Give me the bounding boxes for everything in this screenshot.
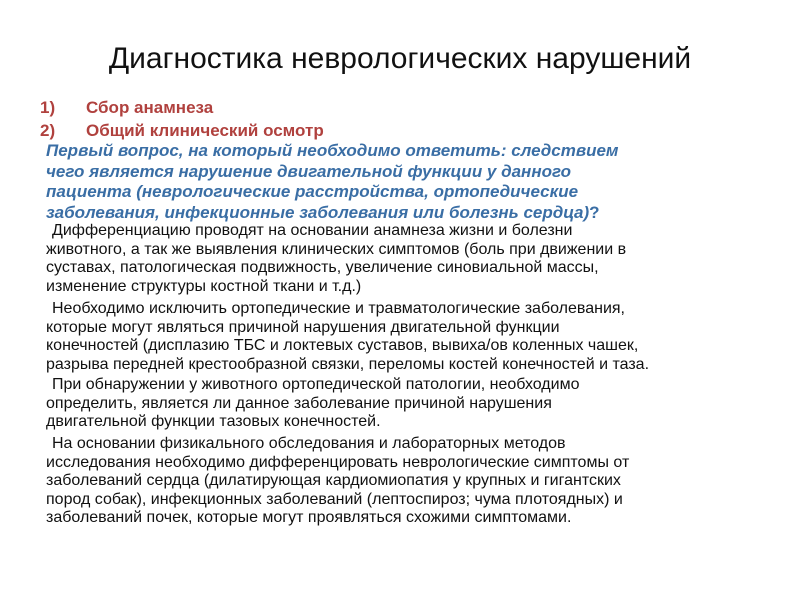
paragraph-line: двигательной функции тазовых конечностей. — [46, 413, 381, 431]
paragraph-line: При обнаружении у животного ортопедической патологии, необходимо — [52, 376, 580, 393]
paragraph-line: заболеваний сердца (дилатирующая кардиомиопатия у крупных и гигантских — [46, 472, 621, 490]
paragraph-line: На основании физикального обследования и лабораторных методов — [52, 435, 566, 452]
question-line: заболевания, инфекционные заболевания или болезнь сердца) — [46, 202, 590, 222]
paragraph-line: разрыва передней крестообразной связки, переломы костей конечностей и таза. — [46, 355, 650, 373]
question-line: Первый вопрос, на который необходимо ответить: следствием — [46, 141, 619, 160]
list-item — [40, 96, 324, 119]
paragraph-line: изменение структуры костной ткани и т.д.) — [46, 277, 362, 295]
paragraph-differentiation — [46, 222, 746, 296]
steps-list — [40, 96, 324, 142]
paragraph-line: Необходимо исключить ортопедические и травматологические заболевания, — [52, 300, 625, 317]
question-line: пациента (неврологические расстройства, ортопедические — [46, 182, 579, 202]
paragraph-orthopedic-exclusion — [46, 300, 746, 374]
paragraph-line: исследования необходимо дифференцировать неврологические симптомы от — [46, 453, 630, 471]
paragraph-line: животного, а так же выявления клинических симптомов (боль при движении в — [46, 240, 627, 258]
step-label: Сбор анамнеза — [86, 98, 214, 117]
step-number: 1) — [40, 98, 56, 117]
key-question — [46, 141, 736, 223]
slide-title: Диагностика неврологических нарушений — [108, 42, 692, 75]
paragraph-physical-exam — [46, 435, 746, 528]
question-mark: ? — [589, 202, 600, 222]
paragraph-line: Дифференциацию проводят на основании анамнеза жизни и болезни — [52, 222, 573, 239]
paragraph-line: заболеваний почек, которые могут проявляться схожими симптомами. — [46, 509, 572, 527]
paragraph-line: суставах, патологическая подвижность, увеличение синовиальной массы, — [46, 259, 599, 277]
paragraph-line: конечностей (дисплазию ТБС и локтевых суставов, вывиха/ов коленных чашек, — [46, 337, 639, 355]
step-label: Общий клинический осмотр — [86, 121, 324, 140]
list-item — [40, 119, 324, 142]
question-line: чего является нарушение двигательной функции у данного — [46, 161, 572, 181]
paragraph-orthopedic-pathology — [46, 376, 746, 432]
paragraph-line: пород собак), инфекционных заболеваний (лептоспироз; чума плотоядных) и — [46, 490, 623, 508]
paragraph-line: определить, является ли данное заболевание причиной нарушения — [46, 394, 552, 412]
paragraph-line: которые могут являться причиной нарушения двигательной функции — [46, 318, 560, 336]
step-number: 2) — [40, 121, 56, 140]
